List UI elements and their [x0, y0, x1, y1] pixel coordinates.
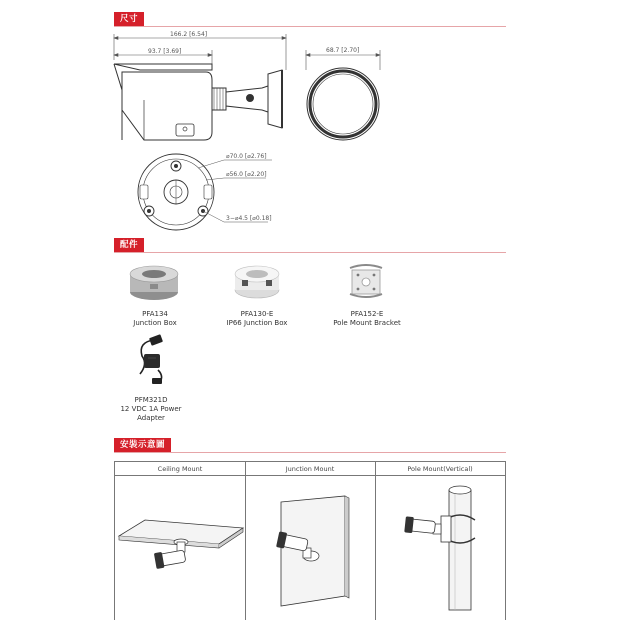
junction-mount-illustration — [245, 476, 375, 620]
section-title-accessories: 配件 — [114, 238, 144, 252]
accessory-pfa134-model: PFA134 — [142, 310, 168, 318]
pole-mount-illustration — [375, 476, 505, 620]
section-divider-installation — [114, 452, 506, 453]
ceiling-mount-illustration — [115, 476, 245, 620]
body-length-label: 93.7 [3.69] — [148, 48, 182, 55]
camera-front-view — [307, 68, 379, 140]
accessory-pfm321d-name: 12 VDC 1A Power — [120, 405, 182, 413]
section-title-installation: 安裝示意圖 — [114, 438, 171, 452]
accessory-pfa152e-label — [320, 310, 414, 328]
base-outer-diameter-label: ⌀70.0 [⌀2.76] — [226, 153, 267, 160]
accessory-pfa134-label — [115, 310, 195, 328]
total-length-label: 166.2 [6.54] — [170, 31, 208, 38]
pfa152e-bracket-image — [346, 264, 386, 298]
front-diameter-label: 68.7 [2.70] — [326, 47, 360, 54]
accessory-pfa130e-name: IP66 Junction Box — [226, 319, 288, 327]
pfa130e-junction-box-image — [232, 262, 282, 302]
accessory-pfa152e-name: Pole Mount Bracket — [333, 319, 401, 327]
section-title-dimensions: 尺寸 — [114, 12, 144, 26]
pfa134-junction-box-image — [128, 262, 180, 306]
accessory-pfm321d-name-line2: Adapter — [137, 414, 165, 422]
accessory-pfm321d-label — [106, 396, 196, 423]
accessory-pfa130e-model: PFA130-E — [240, 310, 274, 318]
accessory-pfa134-name: Junction Box — [133, 319, 177, 327]
mount-header-pole: Pole Mount(Vertical) — [375, 462, 505, 476]
accessory-pfm321d-model: PFM321D — [134, 396, 168, 404]
installation-table — [114, 461, 506, 620]
mount-header-ceiling: Ceiling Mount — [115, 462, 245, 476]
dimension-drawing — [0, 0, 620, 240]
section-divider-accessories — [114, 252, 506, 253]
accessory-pfa130e-label — [212, 310, 302, 328]
mount-header-junction: Junction Mount — [245, 462, 375, 476]
camera-side-view — [114, 64, 282, 140]
accessory-pfa152e-model: PFA152-E — [350, 310, 384, 318]
screw-hole-label: 3−⌀4.5 [⌀0.18] — [226, 215, 272, 222]
base-bottom-view — [138, 154, 214, 230]
base-inner-diameter-label: ⌀56.0 [⌀2.20] — [226, 171, 267, 178]
pfm321d-power-adapter-image — [128, 334, 176, 386]
